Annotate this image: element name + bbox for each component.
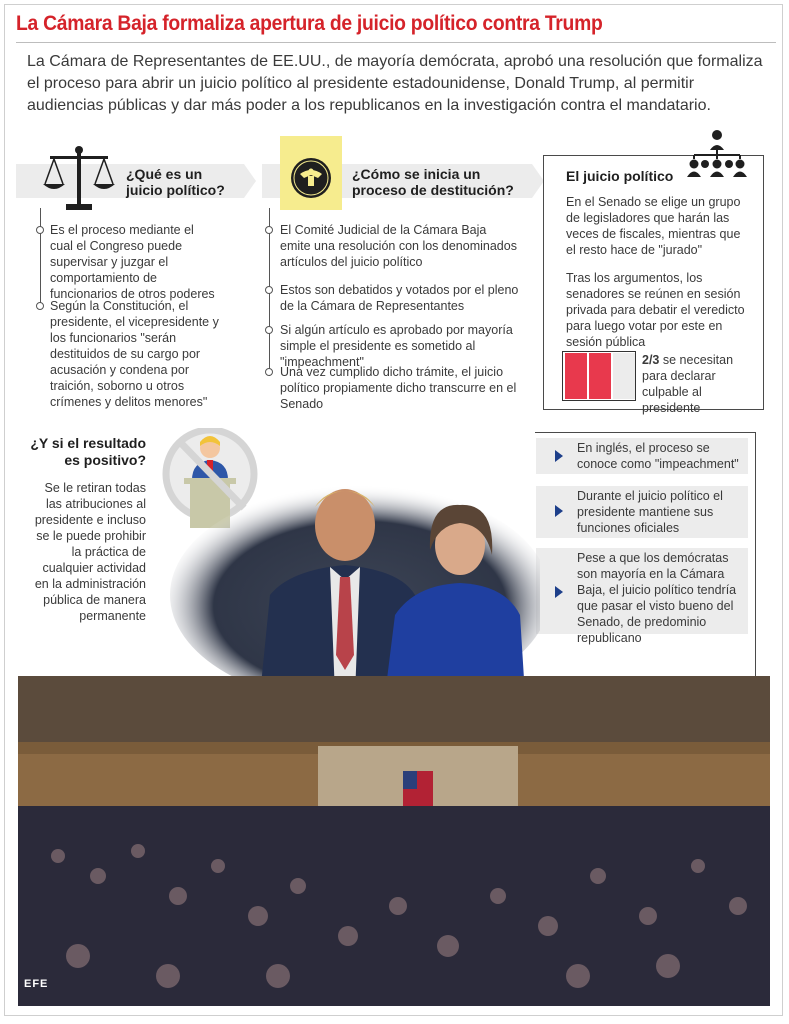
list-item: Estos son debatidos y votados por el pleno de la Cámara de Representantes [280,283,519,313]
hierarchy-icon [684,128,750,178]
chamber-photo [18,676,770,1006]
chevron-right-icon [244,164,256,198]
section-how-title: ¿Cómo se inicia un proceso de destitución? [352,166,514,198]
title-divider [16,42,776,43]
bar-segment-filled [565,353,587,399]
list-item: Si algún artículo es aprobado por mayoría simple el presidente es sometido al "impeachment" [280,323,513,369]
fact-text: Durante el juicio político el presidente mantiene sus funciones oficiales [577,489,723,535]
bar-segment-filled [589,353,611,399]
senate-trial-title: El juicio político [566,168,674,184]
bar-segment-empty [613,353,635,399]
triangle-right-icon [555,505,563,517]
timeline-dot [265,226,273,234]
list-item: El Comité Judicial de la Cámara Baja emite una resolución con los denominados artículos del juicio político [280,223,517,269]
timeline-dot [265,368,273,376]
fact-text: Pese a que los demócratas son mayoría en la Cámara Baja, el juicio político tendría que pasar el visto bueno del Senado, de predominio republicano [577,551,737,645]
timeline-dot [265,326,273,334]
timeline-dot [36,302,44,310]
seal-icon [280,136,342,210]
portrait-photo [160,455,540,695]
page-title: La Cámara Baja formaliza apertura de juicio político contra Trump [16,12,603,35]
timeline-dot [36,226,44,234]
list-item: Es el proceso mediante el cual el Congreso puede supervisar y juzgar el comportamiento de funcionarios de otros poderes [50,223,215,301]
section-positive-text: Se le retiran todas las atribuciones al presidente e incluso se le puede prohibir la práctica de cualquier actividad en la administración pública de manera permanente [34,481,146,623]
fact-text: En inglés, el proceso se conoce como "impeachment" [577,441,739,471]
timeline-dot [265,286,273,294]
senate-trial-paragraph: Tras los argumentos, los senadores se reúnen en sesión privada para debatir el veredicto para luego votar por este en sesión pública [566,271,745,349]
credit-logo: EFE [24,978,49,990]
list-item: Una vez cumplido dicho trámite, el juicio político propiamente dicho transcurre en el Senado [280,365,517,411]
section-positive-title: ¿Y si el resultado es positivo? [30,435,146,468]
timeline-line [40,208,41,308]
triangle-right-icon [555,450,563,462]
section-what-title: ¿Qué es un juicio político? [126,166,225,198]
triangle-right-icon [555,586,563,598]
lead-paragraph: La Cámara de Representantes de EE.UU., de mayoría demócrata, aprobó una resolución que formaliza el proceso para abrir un juicio político al presidente estadounidense, Donald Trump, al permitir audiencias públicas y dar más poder a los republicanos en la investigación contra el mandatario. [27,53,763,114]
two-thirds-caption: 2/3 se necesitan para declarar culpable al presidente [642,353,734,415]
senate-trial-paragraph: En el Senado se elige un grupo de legisladores que harán las veces de fiscales, mientras que el resto hace de "jurado" [566,195,741,257]
list-item: Según la Constitución, el presidente, el vicepresidente y los funcionarios "serán destituidos de su cargo por acusación y condena por traición, soborno u otros crímenes y delitos menores" [50,299,219,409]
scales-icon [42,144,116,214]
